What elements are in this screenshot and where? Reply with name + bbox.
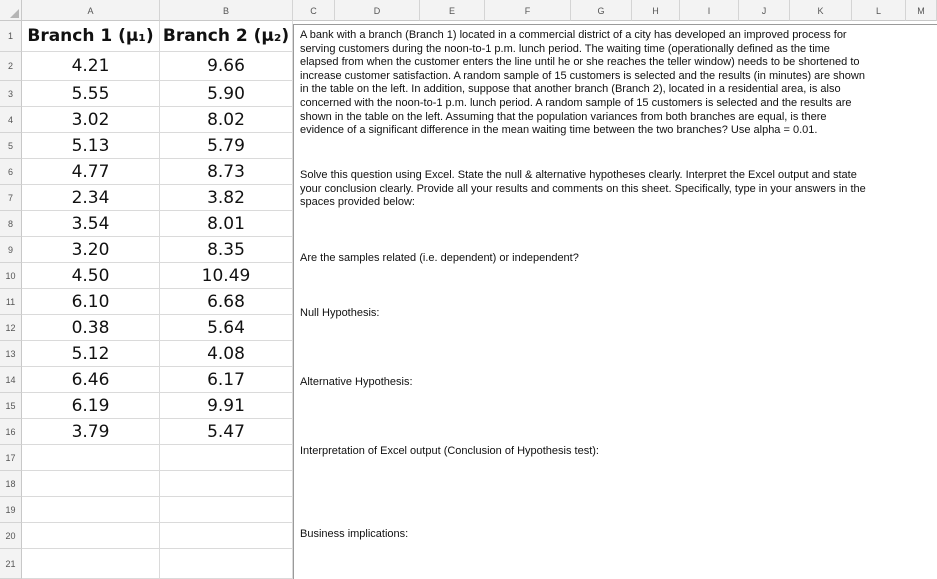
cell-a10[interactable]: 4.50 — [22, 263, 160, 289]
problem-statement: A bank with a branch (Branch 1) located in a commercial district of a city has developed an improved process for serving customers during the noon-to-1 p.m. lunch period. The waiting time (operationally defined as the time elapsed from when the customer enters the line until he or she reaches the teller window) needs to be shortened to increase customer satisfaction. A random sample of 15 customers is selected and the results (in minutes) are shown in the table on the left. In addition, suppose that another branch (Branch 2), located in a residential area, is also concerned with the noon-to-1 p.m. lunch period. A random sample of 15 customers is selected and the results are shown in the table on the left. Assuming that the population variances from both branches are equal, is there evidence of a significant difference in the mean waiting time between the two branches? Use alpha = 0.01. — [300, 29, 865, 137]
cell-a17[interactable] — [22, 445, 160, 471]
cell-b2[interactable]: 9.66 — [160, 52, 293, 81]
row-header-2[interactable]: 2 — [0, 52, 22, 81]
row-header-7[interactable]: 7 — [0, 185, 22, 211]
cell-b16[interactable]: 5.47 — [160, 419, 293, 445]
cell-b7[interactable]: 3.82 — [160, 185, 293, 211]
cell-a9[interactable]: 3.20 — [22, 237, 160, 263]
cell-b19[interactable] — [160, 497, 293, 523]
cell-a7[interactable]: 2.34 — [22, 185, 160, 211]
cell-a5[interactable]: 5.13 — [22, 133, 160, 159]
column-header-b[interactable]: B — [160, 0, 293, 21]
business-implications-label: Business implications: — [300, 528, 409, 540]
cell-a1-branch1-header[interactable]: Branch 1 (μ₁) — [22, 21, 160, 52]
cell-a21[interactable] — [22, 549, 160, 579]
cell-b20[interactable] — [160, 523, 293, 549]
row-header-16[interactable]: 16 — [0, 419, 22, 445]
cell-b15[interactable]: 9.91 — [160, 393, 293, 419]
cell-b13[interactable]: 4.08 — [160, 341, 293, 367]
alternative-hypothesis-label: Alternative Hypothesis: — [300, 376, 413, 388]
row-header-9[interactable]: 9 — [0, 237, 22, 263]
select-all-corner[interactable] — [0, 0, 22, 21]
column-header-k[interactable]: K — [790, 0, 852, 21]
row-header-15[interactable]: 15 — [0, 393, 22, 419]
row-header-3[interactable]: 3 — [0, 81, 22, 107]
cell-b14[interactable]: 6.17 — [160, 367, 293, 393]
row-header-6[interactable]: 6 — [0, 159, 22, 185]
cell-b18[interactable] — [160, 471, 293, 497]
cell-a15[interactable]: 6.19 — [22, 393, 160, 419]
cell-b9[interactable]: 8.35 — [160, 237, 293, 263]
row-header-12[interactable]: 12 — [0, 315, 22, 341]
row-header-17[interactable]: 17 — [0, 445, 22, 471]
row-header-5[interactable]: 5 — [0, 133, 22, 159]
cell-a13[interactable]: 5.12 — [22, 341, 160, 367]
question-related-samples: Are the samples related (i.e. dependent) or independent? — [300, 252, 579, 264]
row-header-8[interactable]: 8 — [0, 211, 22, 237]
cell-b6[interactable]: 8.73 — [160, 159, 293, 185]
cell-a11[interactable]: 6.10 — [22, 289, 160, 315]
column-header-h[interactable]: H — [632, 0, 680, 21]
column-header-e[interactable]: E — [420, 0, 485, 21]
cell-a20[interactable] — [22, 523, 160, 549]
null-hypothesis-label: Null Hypothesis: — [300, 307, 380, 319]
cell-a6[interactable]: 4.77 — [22, 159, 160, 185]
cell-a4[interactable]: 3.02 — [22, 107, 160, 133]
row-header-1[interactable]: 1 — [0, 21, 22, 52]
column-header-j[interactable]: J — [739, 0, 790, 21]
select-all-triangle-icon — [10, 9, 19, 18]
cell-a18[interactable] — [22, 471, 160, 497]
cell-b10[interactable]: 10.49 — [160, 263, 293, 289]
cell-a16[interactable]: 3.79 — [22, 419, 160, 445]
row-header-10[interactable]: 10 — [0, 263, 22, 289]
row-header-11[interactable]: 11 — [0, 289, 22, 315]
interpretation-label: Interpretation of Excel output (Conclusion of Hypothesis test): — [300, 445, 599, 457]
row-header-19[interactable]: 19 — [0, 497, 22, 523]
cell-b5[interactable]: 5.79 — [160, 133, 293, 159]
cell-a19[interactable] — [22, 497, 160, 523]
cell-b21[interactable] — [160, 549, 293, 579]
question-textbox[interactable] — [293, 24, 937, 579]
cell-a2[interactable]: 4.21 — [22, 52, 160, 81]
column-header-g[interactable]: G — [571, 0, 632, 21]
row-header-4[interactable]: 4 — [0, 107, 22, 133]
cell-a8[interactable]: 3.54 — [22, 211, 160, 237]
row-header-21[interactable]: 21 — [0, 549, 22, 579]
cell-a14[interactable]: 6.46 — [22, 367, 160, 393]
cell-b12[interactable]: 5.64 — [160, 315, 293, 341]
cell-b4[interactable]: 8.02 — [160, 107, 293, 133]
row-header-18[interactable]: 18 — [0, 471, 22, 497]
column-header-m[interactable]: M — [906, 0, 937, 21]
cell-a3[interactable]: 5.55 — [22, 81, 160, 107]
cell-a12[interactable]: 0.38 — [22, 315, 160, 341]
row-header-13[interactable]: 13 — [0, 341, 22, 367]
row-header-14[interactable]: 14 — [0, 367, 22, 393]
column-header-l[interactable]: L — [852, 0, 906, 21]
column-header-a[interactable]: A — [22, 0, 160, 21]
cell-b17[interactable] — [160, 445, 293, 471]
column-header-i[interactable]: I — [680, 0, 739, 21]
cell-b8[interactable]: 8.01 — [160, 211, 293, 237]
cell-b3[interactable]: 5.90 — [160, 81, 293, 107]
column-header-d[interactable]: D — [335, 0, 420, 21]
column-header-f[interactable]: F — [485, 0, 571, 21]
instructions-text: Solve this question using Excel. State the null & alternative hypotheses clearly. Interpret the Excel output and state your conclusion clearly. Provide all your results and comments on this sheet. Specifically, type in your answers in the spaces provided below: — [300, 169, 866, 209]
row-header-20[interactable]: 20 — [0, 523, 22, 549]
cell-b11[interactable]: 6.68 — [160, 289, 293, 315]
column-header-c[interactable]: C — [293, 0, 335, 21]
cell-b1-branch2-header[interactable]: Branch 2 (μ₂) — [160, 21, 293, 52]
